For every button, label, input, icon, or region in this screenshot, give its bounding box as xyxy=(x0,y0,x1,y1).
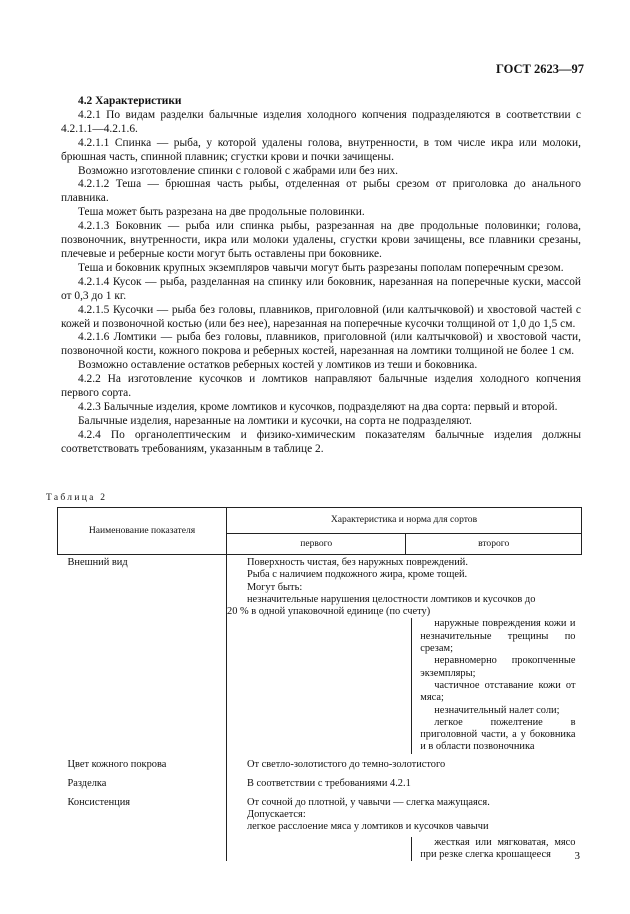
paragraph: 4.2.1 По видам разделки балычные изделия холодного копчения подразделяются в соответствии с 4.2.1.1—4.2.1.6. xyxy=(61,108,581,135)
paragraph: 4.2.1.2 Теша — брюшная часть рыбы, отделенная от рыбы срезом от приголовка до анального плавника. xyxy=(61,178,581,205)
value-line: Рыба с наличием подкожного жира, кроме тощей. xyxy=(247,569,468,581)
note-line: наружные повреждения кожи и незначительные трещины по срезам; xyxy=(420,618,576,655)
table-row xyxy=(58,754,582,774)
row-label: Консистенция xyxy=(58,793,227,861)
paragraph: Балычные изделия, нарезанные на ломтики и кусочки, на сорта не подразделяют. xyxy=(78,414,472,427)
paragraph: Возможно оставление остатков реберных костей у ломтиков из теши и боковника. xyxy=(78,359,478,372)
paragraph: 4.2.1.4 Кусок — рыба, разделанная на спинку или боковник, нарезанная на поперечные куски, массой от 0,3 до 1 кг. xyxy=(61,275,581,302)
note-line: незначительный налет соли; xyxy=(434,704,560,716)
value-line: 20 % в одной упаковочной единице (по счету) xyxy=(227,606,431,618)
column-header-second: второго xyxy=(406,533,582,554)
row-value xyxy=(227,793,582,861)
table-row xyxy=(58,555,582,754)
paragraph: 4.2.2 На изготовление кусочков и ломтиков направляют балычные изделия холодного копчения первого сорта. xyxy=(61,373,581,400)
value-line: Поверхность чистая, без наружных повреждений. xyxy=(247,557,468,568)
row-label: Разделка xyxy=(58,774,227,793)
value-line: Могут быть: xyxy=(247,581,303,593)
paragraph: Теша может быть разрезана на две продольные половинки. xyxy=(78,206,365,219)
row-value: От светло-золотистого до темно-золотистого xyxy=(247,758,446,770)
note-line: частичное отставание кожи от мяса; xyxy=(420,679,576,704)
note-line: легкое пожелтение в приголовной части, а у боковника и в области позвоночника xyxy=(420,716,576,753)
row-value: В соответствии с требованиями 4.2.1 xyxy=(247,777,411,789)
row-label: Внешний вид xyxy=(58,555,227,754)
paragraph: Возможно изготовление спинки с головой с жабрами или без них. xyxy=(78,164,399,177)
column-header-first: первого xyxy=(227,533,406,554)
table-row xyxy=(58,793,582,861)
section-heading: 4.2 Характеристики xyxy=(78,95,182,107)
note-line: жесткая или мягковатая, мясо при резке слегка крошащееся xyxy=(420,836,576,860)
row-value xyxy=(227,555,582,754)
second-grade-notes xyxy=(411,837,575,862)
page-number: 3 xyxy=(574,850,580,862)
value-line: Допускается: xyxy=(247,809,306,821)
table-caption: Таблица 2 xyxy=(46,493,108,503)
table-row xyxy=(58,774,582,793)
column-header-indicator: Наименование показателя xyxy=(58,508,227,555)
second-grade-notes xyxy=(411,618,575,753)
paragraph: 4.2.1.1 Спинка — рыба, у которой удалены голова, внутренности, в том числе икра или молоки, брюшная часть, спинной плавник; сгустки крови и почки зачищены. xyxy=(61,136,581,163)
standard-number: ГОСТ 2623—97 xyxy=(495,62,584,76)
value-line: легкое расслоение мяса у ломтиков и кусочков чавычи xyxy=(247,821,489,833)
value-line: От сочной до плотной, у чавычи — слегка мажущаяся. xyxy=(247,796,490,808)
paragraph: Теша и боковник крупных экземпляров чавычи могут быть разрезаны пополам поперечным срезом. xyxy=(78,261,564,274)
paragraph: 4.2.1.5 Кусочки — рыба без головы, плавников, приголовной (или калтычковой) и хвостовой частей с кожей и позвоночной костью (или без нее), нарезанная на поперечные кусочки толщиной от 1,0 до 1,5 см. xyxy=(61,303,581,330)
paragraph: 4.2.1.3 Боковник — рыба или спинка рыбы, разрезанная на две продольные половинки; голова, позвоночник, внутренности, икра или молоки удалены, сгустки крови зачищены, все плавники срезаны, плечевые и реберные кости могут быть оставлены при боковнике. xyxy=(61,220,581,260)
row-label: Цвет кожного покрова xyxy=(58,754,227,774)
section-text xyxy=(61,95,581,457)
paragraph: 4.2.1.6 Ломтики — рыба без головы, плавников, приголовной (или калтычковой) и хвостовой части, позвоночной кости, кожного покрова и реберных костей, нарезанная на ломтики толщиной не более 1 см. xyxy=(61,331,581,358)
requirements-table xyxy=(57,507,582,861)
note-line: неравномерно прокопченные экземпляры; xyxy=(420,655,576,679)
paragraph: 4.2.3 Балычные изделия, кроме ломтиков и кусочков, подразделяют на два сорта: первый и второй. xyxy=(78,400,558,413)
paragraph: 4.2.4 По органолептическим и физико-химическим показателям балычные изделия должны соответствовать требованиям, указанным в таблице 2. xyxy=(61,428,581,455)
value-line: незначительные нарушения целостности ломтиков и кусочков до xyxy=(247,593,536,605)
column-header-grades: Характеристика и норма для сортов xyxy=(227,508,582,534)
